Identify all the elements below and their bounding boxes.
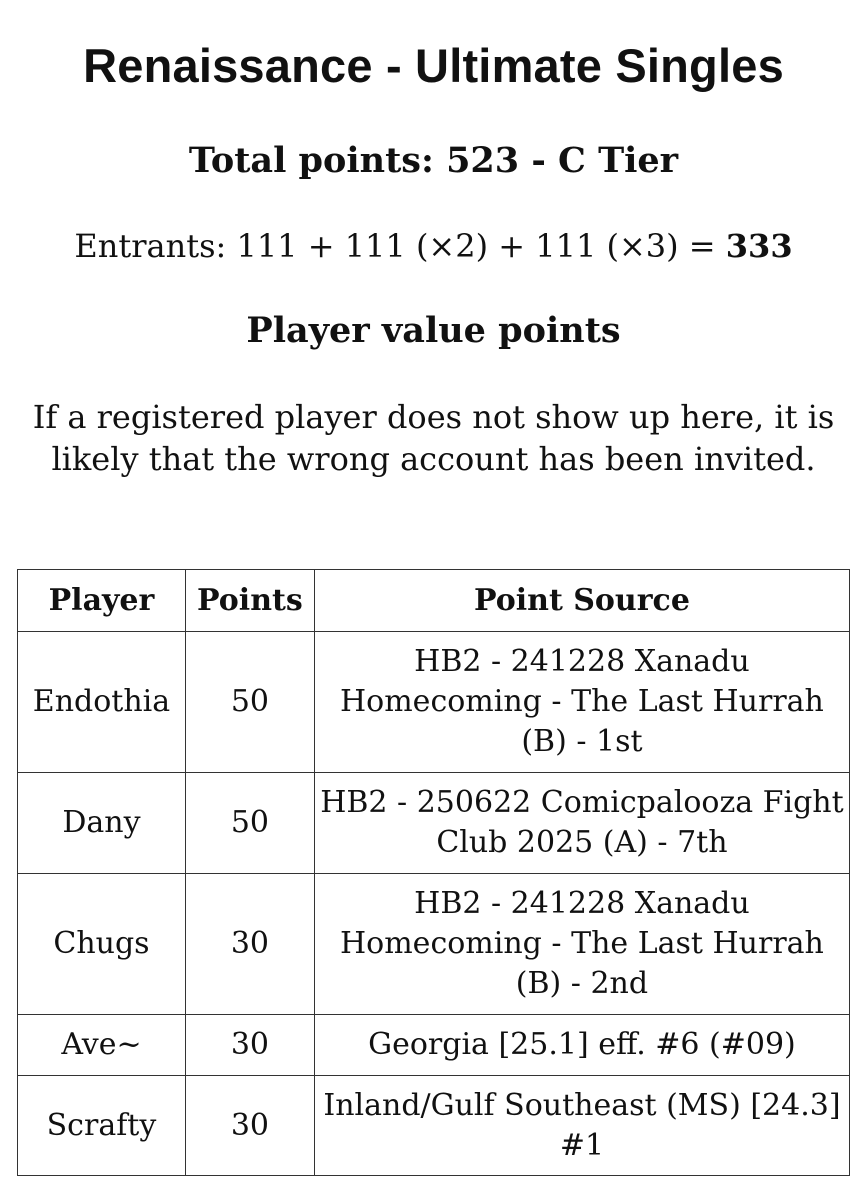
player-name-cell: Dany [18, 773, 186, 874]
table-row [18, 1015, 850, 1076]
table-row [18, 632, 850, 773]
table-row [18, 1076, 850, 1176]
column-header-player: Player [18, 570, 186, 632]
column-header-points: Points [185, 570, 314, 632]
player-name-cell: Endothia [18, 632, 186, 773]
point-source-cell: Inland/Gulf Southeast (MS) [24.3] #1 [314, 1076, 849, 1176]
point-source-cell: HB2 - 241228 Xanadu Homecoming - The Last Hurrah (B) - 2nd [314, 874, 849, 1015]
player-value-points-heading: Player value points [246, 310, 621, 351]
points-cell: 50 [185, 773, 314, 874]
point-source-cell: HB2 - 241228 Xanadu Homecoming - The Last Hurrah (B) - 1st [314, 632, 849, 773]
player-points-table [17, 569, 850, 1176]
player-name-cell: Chugs [18, 874, 186, 1015]
table-row [18, 874, 850, 1015]
entrants-formula: Entrants: 111 + 111 (×2) + 111 (×3) = [74, 227, 726, 265]
points-cell: 50 [185, 632, 314, 773]
points-cell: 30 [185, 1015, 314, 1076]
player-name-cell: Ave~ [18, 1015, 186, 1076]
point-source-cell: HB2 - 250622 Comicpalooza Fight Club 2025 (A) - 7th [314, 773, 849, 874]
total-points-heading: Total points: 523 - C Tier [188, 140, 679, 181]
notice-text: If a registered player does not show up here, it is likely that the wrong account has been invited. [32, 398, 835, 478]
entrants-total: 333 [725, 227, 793, 265]
point-source-cell: Georgia [25.1] eff. #6 (#09) [314, 1015, 849, 1076]
points-cell: 30 [185, 874, 314, 1015]
page-title: Renaissance - Ultimate Singles [83, 39, 784, 92]
points-cell: 30 [185, 1076, 314, 1176]
table-header-row [18, 570, 850, 632]
player-name-cell: Scrafty [18, 1076, 186, 1176]
entrants-line [0, 224, 867, 268]
column-header-point-source: Point Source [314, 570, 849, 632]
table-row [18, 773, 850, 874]
